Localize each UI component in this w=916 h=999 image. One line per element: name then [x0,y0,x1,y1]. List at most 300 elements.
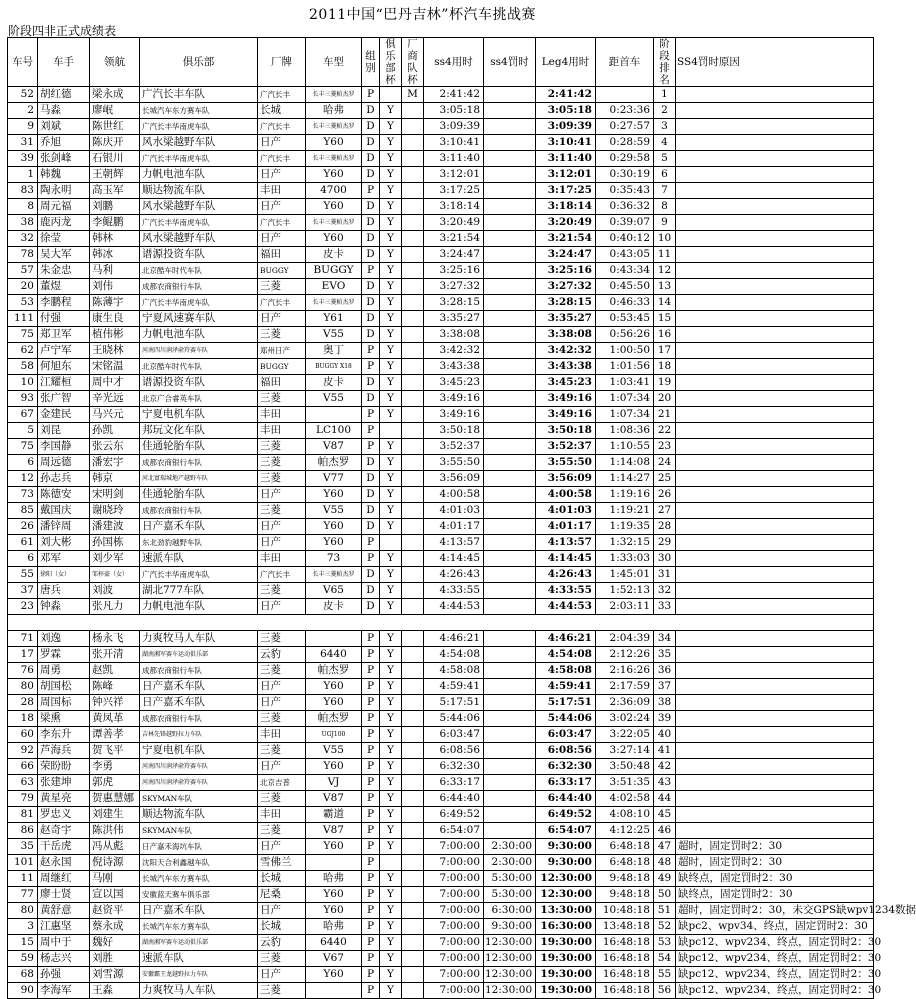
cell-model: BUGGY X18 [306,359,362,375]
cell-gap: 0:29:58 [596,151,654,167]
cell-leg4-time: 19:30:00 [536,935,596,951]
cell-penalty-reason [676,167,874,183]
cell-ss4-penalty: 5:30:00 [484,887,536,903]
cell-maker-cup [402,183,424,199]
cell-club-cup: Y [380,311,402,327]
cell-rank: 42 [654,759,676,775]
cell-maker: 丰田 [258,807,306,823]
cell-gap: 16:48:18 [596,967,654,983]
cell-ss4-time: 4:44:53 [424,599,484,615]
cell-ss4-time: 4:00:58 [424,487,484,503]
cell-co-driver: 宣以国 [90,887,140,903]
cell-club: 河南四川润泽俞羚赛车队 [140,775,258,791]
cell-co-driver: 王朝辉 [90,167,140,183]
cell-maker: 云豹 [258,935,306,951]
cell-driver: 郑卫军 [38,327,90,343]
cell-gap: 16:48:18 [596,935,654,951]
cell-leg4-time: 4:01:17 [536,519,596,535]
cell-leg4-time: 3:42:32 [536,343,596,359]
cell-penalty-reason [676,759,874,775]
cell-driver: 鹿丙龙 [38,215,90,231]
cell-maker-cup [402,359,424,375]
cell-penalty-reason: 缺pc12、wpv234、终点，固定罚时2：30 [676,951,874,967]
cell-maker: 云豹 [258,647,306,663]
cell-group: D [362,119,380,135]
cell-gap: 1:01:56 [596,359,654,375]
cell-ss4-penalty [484,343,536,359]
cell-co-driver: 植伟彬 [90,327,140,343]
cell-club-cup: Y [380,695,402,711]
table-row [8,823,874,839]
cell-driver: 刘斌 [38,119,90,135]
cell-club-cup: Y [380,199,402,215]
cell-ss4-penalty [484,759,536,775]
cell-group: D [362,247,380,263]
cell-driver: 孙志兵 [38,471,90,487]
cell-ss4-penalty [484,807,536,823]
table-row [8,279,874,295]
cell-model: V87 [306,791,362,807]
cell-club-cup: Y [380,167,402,183]
cell-maker-cup [402,535,424,551]
header-model: 车型 [306,38,362,87]
cell-club: 北京广合睿英车队 [140,391,258,407]
cell-group: D [362,503,380,519]
cell-club-cup: Y [380,119,402,135]
cell-maker-cup [402,903,424,919]
cell-car-no: 61 [8,535,38,551]
cell-ss4-penalty [484,215,536,231]
cell-club: 广汽长丰车队 [140,87,258,103]
cell-group: P [362,855,380,871]
cell-gap: 9:48:18 [596,887,654,903]
cell-ss4-time: 3:17:25 [424,183,484,199]
cell-car-no: 79 [8,791,38,807]
cell-rank: 18 [654,359,676,375]
table-row [8,103,874,119]
cell-co-driver: 马兴元 [90,407,140,423]
cell-club: SKYMAN车队 [140,791,258,807]
cell-club: 风水梁越野车队 [140,199,258,215]
cell-group: P [362,791,380,807]
cell-ss4-penalty [484,471,536,487]
cell-co-driver: 马利 [90,263,140,279]
cell-gap: 3:27:14 [596,743,654,759]
cell-rank: 10 [654,231,676,247]
cell-club: 日产嘉禾车队 [140,903,258,919]
header-club: 俱乐部 [140,38,258,87]
cell-gap: 4:08:10 [596,807,654,823]
cell-ss4-penalty [484,583,536,599]
cell-maker: 三菱 [258,711,306,727]
cell-model: V67 [306,951,362,967]
cell-leg4-time: 9:30:00 [536,839,596,855]
cell-leg4-time: 4:59:41 [536,679,596,695]
cell-rank: 3 [654,119,676,135]
cell-group: D [362,375,380,391]
cell-co-driver: 韩冰 [90,247,140,263]
table-body [8,87,916,999]
cell-leg4-time: 4:00:58 [536,487,596,503]
cell-ss4-time: 3:12:01 [424,167,484,183]
cell-penalty-reason [676,375,874,391]
cell-co-driver: 贺飞平 [90,743,140,759]
cell-driver: 赵永国 [38,855,90,871]
cell-rank: 29 [654,535,676,551]
cell-maker: 日产 [258,967,306,983]
cell-car-no: 58 [8,359,38,375]
cell-ss4-penalty [484,375,536,391]
cell-co-driver: 潘宏宇 [90,455,140,471]
cell-ss4-penalty [484,679,536,695]
cell-ss4-penalty [484,647,536,663]
cell-club-cup [380,535,402,551]
cell-maker: 三菱 [258,279,306,295]
table-row [8,775,874,791]
cell-penalty-reason: 超时，固定罚时2：30 [676,839,874,855]
cell-gap: 2:36:09 [596,695,654,711]
cell-maker: 三菱 [258,791,306,807]
cell-group: D [362,151,380,167]
table-row [8,887,874,903]
cell-penalty-reason [676,567,874,583]
cell-gap: 0:56:26 [596,327,654,343]
table-row [8,967,874,983]
cell-maker-cup [402,695,424,711]
cell-driver: 陶永明 [38,183,90,199]
table-row [8,791,874,807]
cell-rank: 6 [654,167,676,183]
cell-leg4-time: 6:33:17 [536,775,596,791]
cell-co-driver: 刘鹏 [90,199,140,215]
table-row [8,263,874,279]
cell-model: Y60 [306,487,362,503]
cell-maker: 日产 [258,199,306,215]
cell-co-driver: 辛光远 [90,391,140,407]
cell-leg4-time: 6:08:56 [536,743,596,759]
header-penalty-reason: SS4罚时原因 [676,38,874,87]
cell-driver: 周远德 [38,455,90,471]
cell-maker: 三菱 [258,503,306,519]
cell-car-no: 8 [8,199,38,215]
cell-leg4-time: 12:30:00 [536,871,596,887]
cell-group: D [362,311,380,327]
table-row [8,647,874,663]
table-row [8,311,874,327]
cell-ss4-time: 4:13:57 [424,535,484,551]
cell-maker: 长城 [258,103,306,119]
cell-maker-cup [402,823,424,839]
table-row [8,535,874,551]
table-row [8,839,874,855]
cell-maker-cup [402,727,424,743]
cell-ss4-penalty [484,823,536,839]
cell-co-driver: 张凡力 [90,599,140,615]
cell-rank: 16 [654,327,676,343]
cell-maker-cup [402,119,424,135]
cell-maker: 三菱 [258,823,306,839]
cell-club: 湖南湘军赛车运动俱乐部 [140,935,258,951]
cell-model: Y61 [306,311,362,327]
cell-leg4-time: 4:33:55 [536,583,596,599]
header-car-no: 车号 [8,38,38,87]
cell-leg4-time: 3:38:08 [536,327,596,343]
cell-maker-cup [402,583,424,599]
cell-penalty-reason: 超时，固定罚时2：30 [676,855,874,871]
cell-leg4-time: 4:44:53 [536,599,596,615]
cell-group: P [362,359,380,375]
cell-leg4-time: 3:55:50 [536,455,596,471]
cell-car-no: 53 [8,295,38,311]
cell-maker-cup [402,551,424,567]
cell-club-cup: Y [380,791,402,807]
cell-ss4-time: 7:00:00 [424,935,484,951]
cell-car-no: 59 [8,951,38,967]
cell-club: 邦玩文化车队 [140,423,258,439]
cell-gap: 1:00:50 [596,343,654,359]
cell-maker-cup [402,775,424,791]
header-gap: 距首车 [596,38,654,87]
cell-penalty-reason [676,199,874,215]
cell-penalty-reason [676,647,874,663]
cell-maker-cup: M [402,87,424,103]
cell-driver: 卢宁军 [38,343,90,359]
cell-ss4-time: 7:00:00 [424,983,484,999]
cell-group: D [362,279,380,295]
cell-driver: 朱金忠 [38,263,90,279]
cell-group: P [362,551,380,567]
cell-model: V87 [306,823,362,839]
cell-co-driver: 陈薄宇 [90,295,140,311]
cell-driver: 罗忠义 [38,807,90,823]
cell-rank: 43 [654,775,676,791]
table-row [8,359,874,375]
cell-penalty-reason [676,535,874,551]
cell-penalty-reason [676,343,874,359]
cell-rank: 12 [654,263,676,279]
cell-penalty-reason [676,807,874,823]
header-ss4-penalty: ss4罚时 [484,38,536,87]
cell-club-cup [380,855,402,871]
cell-rank: 1 [654,87,676,103]
cell-rank: 46 [654,823,676,839]
cell-car-no: 71 [8,631,38,647]
cell-group: D [362,135,380,151]
cell-club: 湖南湘军赛车运动俱乐部 [140,647,258,663]
table-row [8,391,874,407]
cell-club-cup: Y [380,663,402,679]
cell-driver: 江耀桓 [38,375,90,391]
cell-leg4-time: 3:52:37 [536,439,596,455]
cell-car-no: 101 [8,855,38,871]
table-row [8,199,874,215]
cell-driver: 邓军 [38,551,90,567]
cell-maker-cup [402,199,424,215]
cell-ss4-penalty [484,295,536,311]
cell-maker-cup [402,711,424,727]
cell-ss4-penalty [484,551,536,567]
cell-co-driver: 谢晓玲 [90,503,140,519]
cell-car-no: 76 [8,663,38,679]
cell-club: 广汽长丰华南虎车队 [140,567,258,583]
cell-model [306,855,362,871]
cell-model: 长丰三菱帕杰罗 [306,87,362,103]
cell-group: D [362,599,380,615]
cell-model: 长丰三菱帕杰罗 [306,119,362,135]
cell-car-no: 37 [8,583,38,599]
cell-model: Y60 [306,135,362,151]
cell-club-cup: Y [380,951,402,967]
cell-group: P [362,919,380,935]
cell-group: P [362,87,380,103]
cell-ss4-time: 4:14:45 [424,551,484,567]
cell-maker: 日产 [258,231,306,247]
cell-club: 广汽长丰华南虎车队 [140,119,258,135]
cell-maker: 三菱 [258,439,306,455]
cell-maker-cup [402,567,424,583]
cell-ss4-penalty: 2:30:00 [484,855,536,871]
cell-car-no: 39 [8,151,38,167]
cell-gap: 2:12:26 [596,647,654,663]
cell-leg4-time: 6:49:52 [536,807,596,823]
cell-driver: 罗霖 [38,647,90,663]
cell-club: 成都农商银行车队 [140,503,258,519]
cell-gap: 3:02:24 [596,711,654,727]
cell-club-cup: Y [380,887,402,903]
cell-co-driver: 王晓林 [90,343,140,359]
cell-co-driver: 杨永飞 [90,631,140,647]
cell-driver: 韩魏 [38,167,90,183]
cell-maker-cup [402,391,424,407]
cell-leg4-time: 4:13:57 [536,535,596,551]
cell-car-no: 15 [8,935,38,951]
cell-leg4-time: 3:56:09 [536,471,596,487]
cell-gap: 2:16:26 [596,663,654,679]
cell-maker: 广汽长丰 [258,119,306,135]
cell-maker: 日产 [258,679,306,695]
cell-rank: 31 [654,567,676,583]
cell-car-no: 86 [8,823,38,839]
header-co-driver: 领航 [90,38,140,87]
cell-driver: 周中于 [38,935,90,951]
cell-gap: 0:27:57 [596,119,654,135]
table-row [8,215,874,231]
cell-car-no: 57 [8,263,38,279]
cell-group: P [362,967,380,983]
cell-gap: 0:53:45 [596,311,654,327]
cell-rank: 41 [654,743,676,759]
header-maker-cup: 厂商队杯 [402,38,424,87]
cell-gap: 1:07:34 [596,407,654,423]
cell-maker: 日产 [258,599,306,615]
cell-maker: 三菱 [258,983,306,999]
cell-club: 长城汽车东方赛车队 [140,103,258,119]
table-row [8,935,874,951]
cell-driver: 戴国庆 [38,503,90,519]
cell-ss4-time: 4:59:41 [424,679,484,695]
cell-club: 日产嘉禾车队 [140,519,258,535]
cell-ss4-time: 5:17:51 [424,695,484,711]
header-maker: 厂牌 [258,38,306,87]
cell-driver: 周勇 [38,663,90,679]
cell-club-cup: Y [380,647,402,663]
cell-group: P [362,647,380,663]
cell-gap: 1:14:27 [596,471,654,487]
cell-gap: 0:30:19 [596,167,654,183]
cell-club-cup: Y [380,727,402,743]
cell-group: P [362,951,380,967]
cell-maker: 广汽长丰 [258,87,306,103]
cell-club: 力帆电池车队 [140,599,258,615]
cell-maker-cup [402,231,424,247]
cell-rank: 44 [654,791,676,807]
cell-rank: 47 [654,839,676,855]
cell-penalty-reason [676,455,874,471]
cell-maker: 雪佛兰 [258,855,306,871]
cell-penalty-reason [676,247,874,263]
cell-leg4-time: 6:44:40 [536,791,596,807]
cell-club-cup: Y [380,327,402,343]
cell-gap: 4:12:25 [596,823,654,839]
cell-club: 广汽长丰华南虎车队 [140,151,258,167]
cell-maker: 三菱 [258,743,306,759]
cell-club-cup: Y [380,503,402,519]
table-row [8,983,874,999]
cell-gap: 1:19:16 [596,487,654,503]
cell-gap: 16:48:18 [596,983,654,999]
cell-penalty-reason [676,679,874,695]
cell-co-driver: 张云东 [90,439,140,455]
cell-co-driver: 刘少军 [90,551,140,567]
cell-ss4-time: 5:44:06 [424,711,484,727]
cell-ss4-time: 4:54:08 [424,647,484,663]
cell-club-cup: Y [380,743,402,759]
header-leg4-time: Leg4用时 [536,38,596,87]
cell-club-cup: Y [380,103,402,119]
cell-penalty-reason [676,487,874,503]
cell-ss4-penalty [484,119,536,135]
cell-leg4-time: 6:54:07 [536,823,596,839]
cell-model: 帕杰罗 [306,663,362,679]
cell-club-cup: Y [380,439,402,455]
cell-leg4-time: 3:17:25 [536,183,596,199]
cell-car-no: 78 [8,247,38,263]
cell-model: 4700 [306,183,362,199]
cell-ss4-time: 7:00:00 [424,839,484,855]
cell-model: VJ [306,775,362,791]
cell-ss4-penalty: 12:30:00 [484,951,536,967]
cell-club-cup: Y [380,599,402,615]
cell-club: 河南四川润泽俞羚赛车队 [140,759,258,775]
cell-co-driver: 孙凯 [90,423,140,439]
cell-rank: 32 [654,583,676,599]
cell-club: 成都农商银行车队 [140,279,258,295]
cell-gap: 0:45:50 [596,279,654,295]
cell-club: 力帆电池车队 [140,167,258,183]
cell-rank: 50 [654,887,676,903]
cell-maker-cup [402,327,424,343]
cell-penalty-reason [676,311,874,327]
cell-maker: 丰田 [258,551,306,567]
cell-club-cup: Y [380,231,402,247]
cell-maker: 丰田 [258,183,306,199]
cell-club: 顺达物流车队 [140,183,258,199]
document-title: 2011中国“巴丹吉林”杯汽车挑战赛 [309,7,536,23]
cell-club-cup: Y [380,679,402,695]
cell-ss4-penalty [484,743,536,759]
cell-maker-cup [402,423,424,439]
cell-maker: 三菱 [258,583,306,599]
